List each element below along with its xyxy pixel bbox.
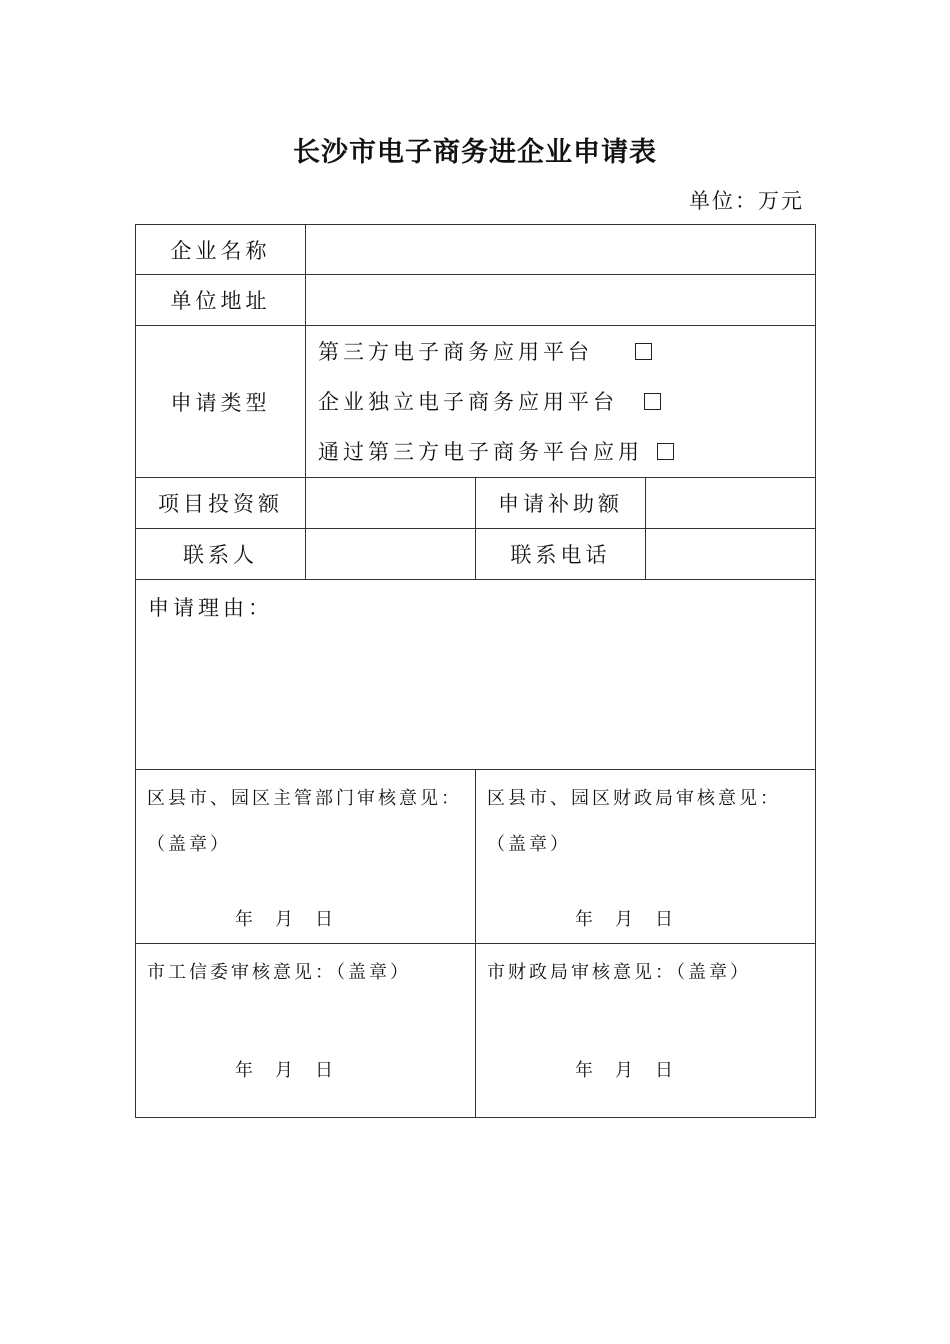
option-label: 通过第三方电子商务平台应用 [318, 440, 643, 464]
apply-type-option-third-party [318, 336, 652, 366]
apply-type-option-via-third-party [318, 436, 674, 466]
independent-platform-checkbox[interactable] [644, 393, 661, 410]
apply-type-options [305, 325, 816, 478]
year-label: 年 [575, 909, 593, 930]
district-finance-review-title: 区县市、园区财政局审核意见： [487, 788, 781, 809]
investment-field[interactable] [305, 477, 476, 529]
review-date [575, 905, 673, 931]
company-name-label: 企业名称 [135, 224, 306, 275]
city-finance-review[interactable] [475, 943, 816, 1118]
district-dept-review-title: 区县市、园区主管部门审核意见： [147, 788, 462, 809]
review-date [575, 1056, 673, 1082]
seal-note: （盖章） [147, 834, 231, 855]
subsidy-field[interactable] [645, 477, 816, 529]
seal-note: （盖章） [487, 834, 571, 855]
unit-label: 单位：万元 [689, 189, 804, 213]
third-party-platform-checkbox[interactable] [635, 343, 652, 360]
month-label: 月 [615, 1060, 633, 1081]
year-label: 年 [235, 909, 253, 930]
city-finance-review-title: 市财政局审核意见：（盖章） [487, 962, 751, 983]
month-label: 月 [615, 909, 633, 930]
reason-label: 申请理由： [148, 596, 273, 620]
day-label: 日 [315, 1060, 333, 1081]
investment-label: 项目投资额 [135, 477, 306, 529]
subsidy-label: 申请补助额 [475, 477, 646, 529]
day-label: 日 [655, 909, 673, 930]
phone-field[interactable] [645, 528, 816, 580]
apply-type-label: 申请类型 [135, 325, 306, 478]
contact-label: 联系人 [135, 528, 306, 580]
apply-type-option-independent [318, 386, 661, 416]
month-label: 月 [275, 1060, 293, 1081]
address-label: 单位地址 [135, 274, 306, 326]
reason-field[interactable] [135, 579, 816, 770]
via-third-party-checkbox[interactable] [657, 443, 674, 460]
form-title: 长沙市电子商务进企业申请表 [293, 137, 657, 168]
city-industry-review-title: 市工信委审核意见：（盖章） [147, 962, 411, 983]
district-finance-review[interactable] [475, 769, 816, 944]
option-label: 第三方电子商务应用平台 [318, 340, 593, 364]
year-label: 年 [575, 1060, 593, 1081]
address-field[interactable] [305, 274, 816, 326]
city-industry-review[interactable] [135, 943, 476, 1118]
day-label: 日 [315, 909, 333, 930]
year-label: 年 [235, 1060, 253, 1081]
contact-field[interactable] [305, 528, 476, 580]
option-label: 企业独立电子商务应用平台 [318, 390, 618, 414]
review-date [235, 1056, 333, 1082]
review-date [235, 905, 333, 931]
month-label: 月 [275, 909, 293, 930]
district-dept-review[interactable] [135, 769, 476, 944]
day-label: 日 [655, 1060, 673, 1081]
phone-label: 联系电话 [475, 528, 646, 580]
company-name-field[interactable] [305, 224, 816, 275]
